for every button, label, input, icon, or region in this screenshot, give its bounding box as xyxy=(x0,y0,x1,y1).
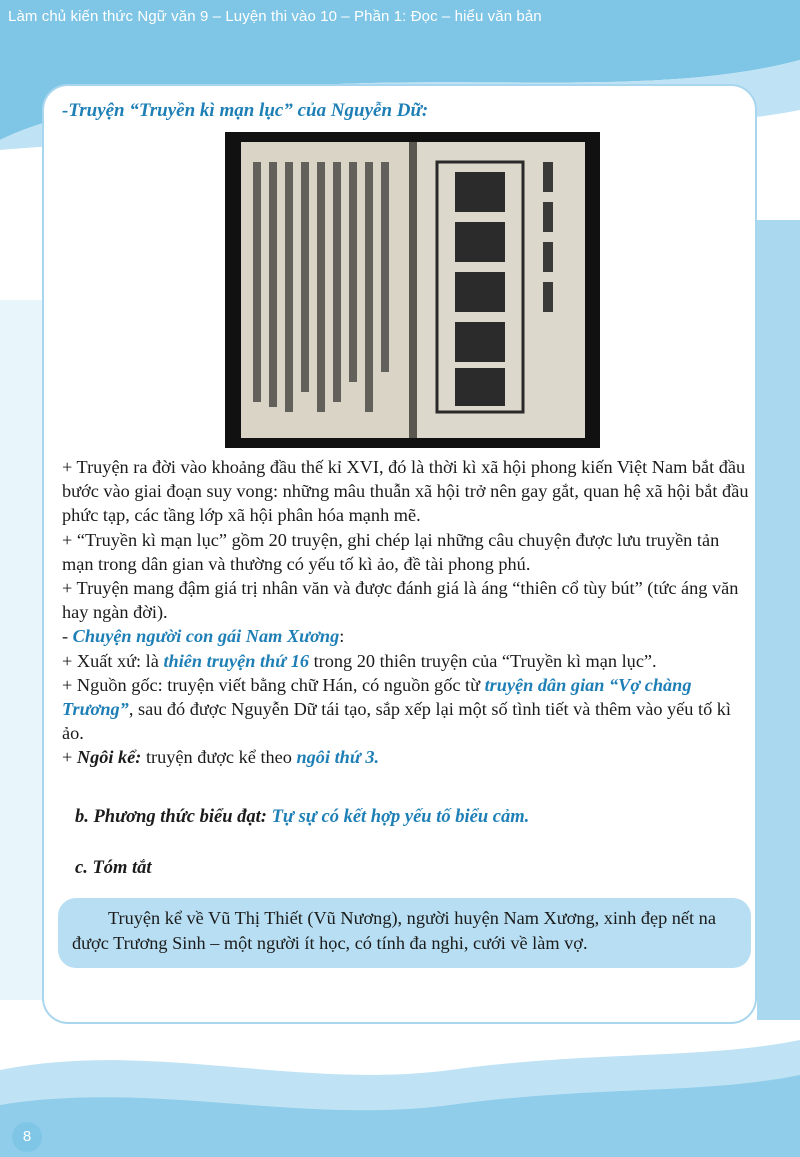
provenance-highlight: thiên truyện thứ 16 xyxy=(163,650,310,671)
story-title-highlight: Chuyện người con gái Nam Xương xyxy=(72,626,340,647)
paragraph-story-title xyxy=(62,624,752,648)
main-text xyxy=(62,455,752,770)
heading-expression-mode xyxy=(75,807,529,828)
heading-c-label: c. Tóm tắt xyxy=(75,858,152,878)
paragraph-narrator xyxy=(62,745,752,769)
right-margin-decoration xyxy=(757,220,800,1020)
narrator-label: Ngôi kể: xyxy=(76,747,142,768)
narrator-highlight: ngôi thứ 3. xyxy=(296,747,380,768)
bottom-wave-decoration xyxy=(0,1030,800,1157)
text-suffix: , sau đó được Nguyễn Dữ tái tạo, sắp xếp lại một số tình tiết và thêm vào yếu tố kì ảo. xyxy=(62,699,732,744)
paragraph-composition: + “Truyền kì mạn lục” gồm 20 truyện, ghi chép lại những câu chuyện được lưu truyền tản mạn trong dân gian và thường có yếu tố kì ảo, đề tài phong phú. xyxy=(62,529,720,574)
paragraph-provenance xyxy=(62,649,752,673)
paragraph-value: + Truyện mang đậm giá trị nhân văn và được đánh giá là áng “thiên cổ tùy bút” (tức áng văn hay ngàn đời). xyxy=(62,578,739,623)
text-prefix: + xyxy=(62,747,77,768)
text-prefix: + Xuất xứ: là xyxy=(62,650,164,671)
paragraph-origin: + Truyện ra đời vào khoảng đầu thế kỉ XVI, đó là thời kì xã hội phong kiến Việt Nam bắt đầu bước vào giai đoạn suy vong: những mâu thuẫn xã hội trở nên gay gắt, quan hệ xã hội bắt đầu phức tạp, các tầng lớp xã hội phân hóa mạnh mẽ. xyxy=(62,457,749,526)
text-middle: truyện được kể theo xyxy=(141,747,297,768)
left-margin-decoration xyxy=(0,300,42,1000)
text-prefix: + Nguồn gốc: truyện viết bằng chữ Hán, có nguồn gốc từ xyxy=(62,674,485,695)
running-header: Làm chủ kiến thức Ngữ văn 9 – Luyện thi vào 10 – Phần 1: Đọc – hiểu văn bản xyxy=(8,8,542,25)
source-highlight: truyện dân gian “Vợ chàng Trương” xyxy=(62,674,692,720)
page-number: 8 xyxy=(12,1122,42,1152)
book-photo xyxy=(225,132,600,448)
heading-summary xyxy=(75,858,152,879)
text-suffix: : xyxy=(339,626,345,647)
text-suffix: trong 20 thiên truyện của “Truyền kì mạn lục”. xyxy=(309,650,657,671)
text-prefix: - xyxy=(62,626,73,647)
summary-text: Truyện kể về Vũ Thị Thiết (Vũ Nương), người huyện Nam Xương, xinh đẹp nết na được Trương Sinh – một người ít học, có tính đa nghi, cưới về làm vợ. xyxy=(72,908,716,953)
section-title: -Truyện “Truyền kì mạn lục” của Nguyễn Dữ: xyxy=(62,100,429,121)
paragraph-source xyxy=(62,673,752,746)
heading-b-value: Tự sự có kết hợp yếu tố biểu cảm. xyxy=(271,807,530,827)
heading-b-label: b. Phương thức biểu đạt: xyxy=(75,807,267,827)
